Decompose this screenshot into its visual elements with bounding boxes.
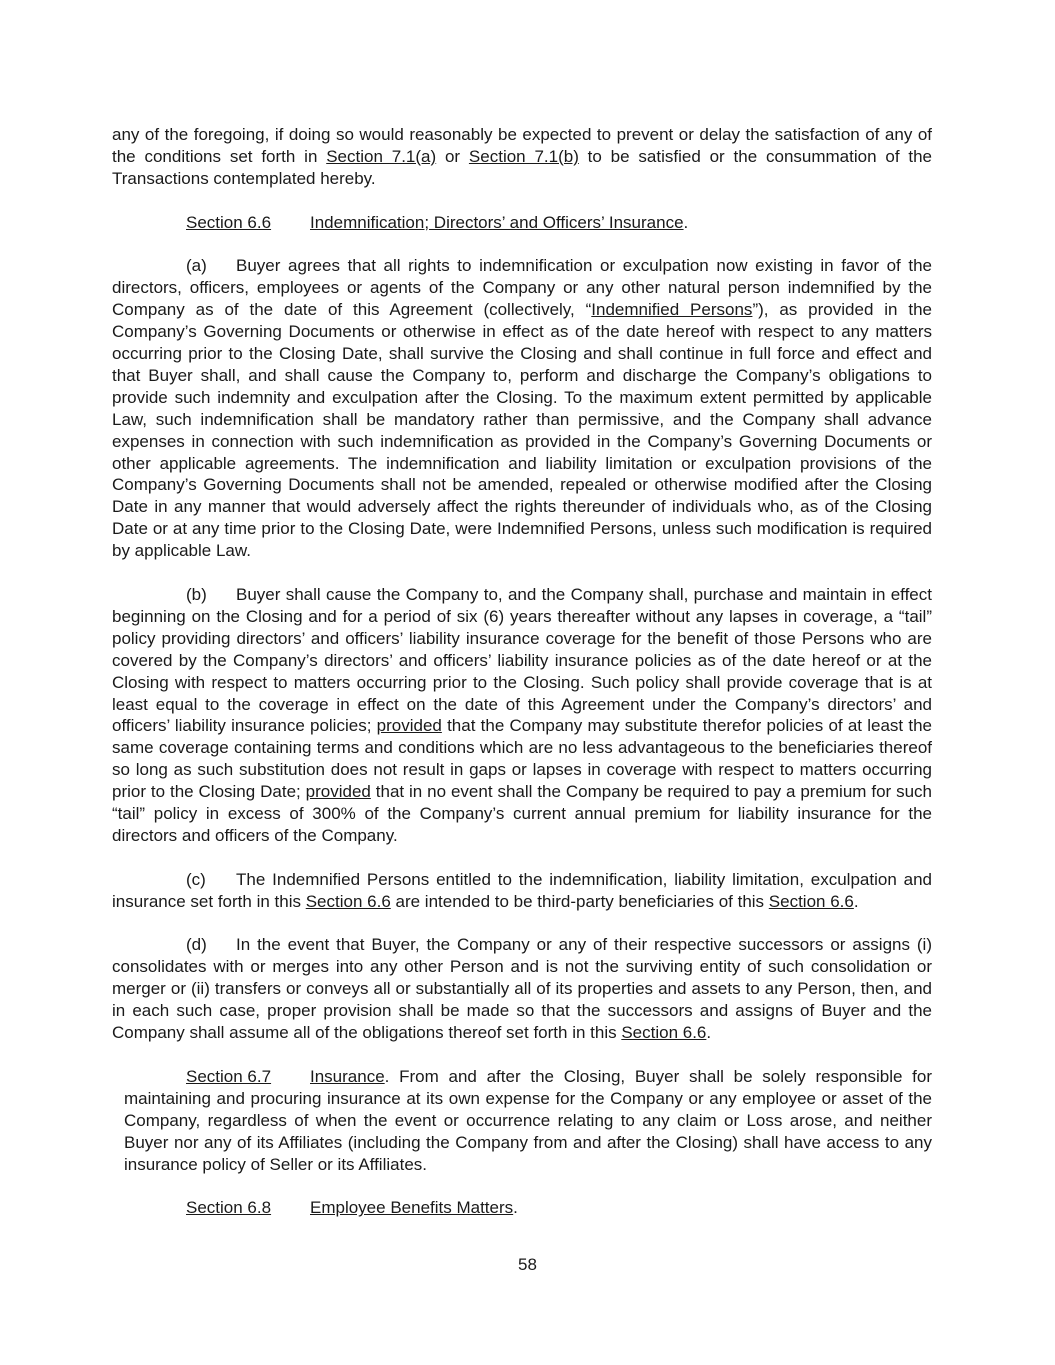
text-run: Buyer shall cause the Company to, and the Company shall, purchase and maintain in effect beginning on the Closing and for a period of six (6) years thereafter without any lapses in coverage, a “tail” policy providing directors’ and officers’ liability insurance coverage for the benefit of those Persons who are covered by the Company’s directors’ and officers’ liability insurance policies as of the date hereof or at the Closing with respect to matters occurring prior to the Closing. Such policy shall provide coverage that is at least equal to the coverage in effect on the date of this Agreement under the Company’s directors’ and officers’ liability insurance policies; <box>112 584 932 736</box>
paragraph-label: (d) <box>186 935 207 955</box>
paragraph-a <box>112 255 932 562</box>
text-run: The Indemnified Persons entitled to the indemnification, liability limitation, exculpation and insurance set forth in this <box>112 869 932 911</box>
section-title: Insurance <box>310 1066 385 1086</box>
section-6-7-paragraph <box>112 1066 932 1176</box>
section-ref: Section 6.6 <box>621 1023 707 1043</box>
section-number: Section 6.8 <box>186 1198 272 1218</box>
text-run: . From and after the Closing, Buyer shall be solely responsible for maintaining and procuring insurance at its own expense for the Company or any employee or asset of the Company, regardless of when the event or occurrence relating to any claim or Loss arose, and neither Buyer nor any of its Affiliates (including the Company from and after the Closing) shall have access to any insurance policy of Seller or its Affiliates. <box>124 1066 932 1174</box>
text-run: are intended to be third-party beneficiaries of this <box>390 891 769 911</box>
paragraph-b <box>112 584 932 847</box>
section-heading-6-8 <box>112 1197 932 1219</box>
text-run: that in no event shall the Company be required to pay a premium for such “tail” policy in excess of 300% of the Company’s current annual premium for liability insurance for the directors and officers of the Company. <box>112 782 932 845</box>
text-run: . <box>683 212 689 232</box>
page-number: 58 <box>518 1255 537 1274</box>
proviso-term: provided <box>376 716 442 736</box>
section-number: Section 6.6 <box>186 212 272 232</box>
text-run: or <box>436 146 469 166</box>
defined-term: Indemnified Persons <box>591 300 753 320</box>
text-run: that the Company may substitute therefor policies of at least the same coverage containing terms and conditions which are no less advantageous to the beneficiaries thereof so long as such substitution does not result in gaps or lapses in coverage with respect to matters occurring prior to the Closing Date; <box>112 716 933 802</box>
paragraph-label: (c) <box>186 869 206 889</box>
section-ref: Section 6.6 <box>305 891 391 911</box>
document-page <box>112 124 932 1219</box>
section-ref: Section 7.1(a) <box>326 146 437 166</box>
section-ref: Section 6.6 <box>768 891 854 911</box>
text-run: In the event that Buyer, the Company or any of their respective successors or assigns (i) consolidates with or merges into any other Person and is not the surviving entity of such consolidation or merger or (ii) transfers or conveys all or substantially all of its properties and assets to any Person, then, and in each such case, proper provision shall be made so that the successors and assigns of Buyer and the Company shall assume all of the obligations thereof set forth in this <box>112 935 932 1043</box>
proviso-term: provided <box>305 782 371 802</box>
section-title: Indemnification; Directors’ and Officers’ Insurance <box>310 212 684 232</box>
intro-paragraph <box>112 124 932 190</box>
paragraph-label: (a) <box>186 256 207 276</box>
text-run: to be satisfied or the consummation of the Transactions contemplated hereby. <box>112 146 932 188</box>
text-run: Buyer agrees that all rights to indemnification or exculpation now existing in favor of the directors, officers, employees or agents of the Company or any other natural person indemnified by the Company as of the date of this Agreement (collectively, “ <box>112 256 932 320</box>
section-number: Section 6.7 <box>186 1066 272 1086</box>
section-number-wrap <box>186 1197 310 1219</box>
text-run: ”), as provided in the Company’s Governing Documents or otherwise in effect as of the date hereof with respect to any matters occurring prior to the Closing Date, shall survive the Closing and shall continue in full force and effect and that Buyer shall, and shall cause the Company to, perform and discharge the Company’s obligations to provide such indemnity and exculpation after the Closing. To the maximum extent permitted by applicable Law, such indemnification shall be mandatory rather than permissive, and the Company shall advance expenses in connection with such indemnification as provided in the Company’s Governing Documents or other applicable agreements. The indemnification and liability limitation or exculpation provisions of the Company’s Governing Documents shall not be amended, repealed or otherwise modified after the Closing Date in any manner that would adversely affect the rights thereunder of individuals who, as of the Closing Date or at any time prior to the Closing Date, were Indemnified Persons, unless such modification is required by applicable Law. <box>112 300 933 561</box>
text-run: . <box>706 1023 712 1043</box>
section-title: Employee Benefits Matters <box>310 1198 514 1218</box>
text-run: any of the foregoing, if doing so would reasonably be expected to prevent or delay the satisfaction of any of the conditions set forth in <box>112 125 932 166</box>
paragraph-label: (b) <box>186 584 207 604</box>
section-ref: Section 7.1(b) <box>468 146 579 166</box>
section-heading-6-6 <box>112 212 932 234</box>
text-run: . <box>853 891 859 911</box>
text-run: . <box>513 1198 518 1218</box>
paragraph-c <box>112 869 932 913</box>
paragraph-d <box>112 934 932 1044</box>
